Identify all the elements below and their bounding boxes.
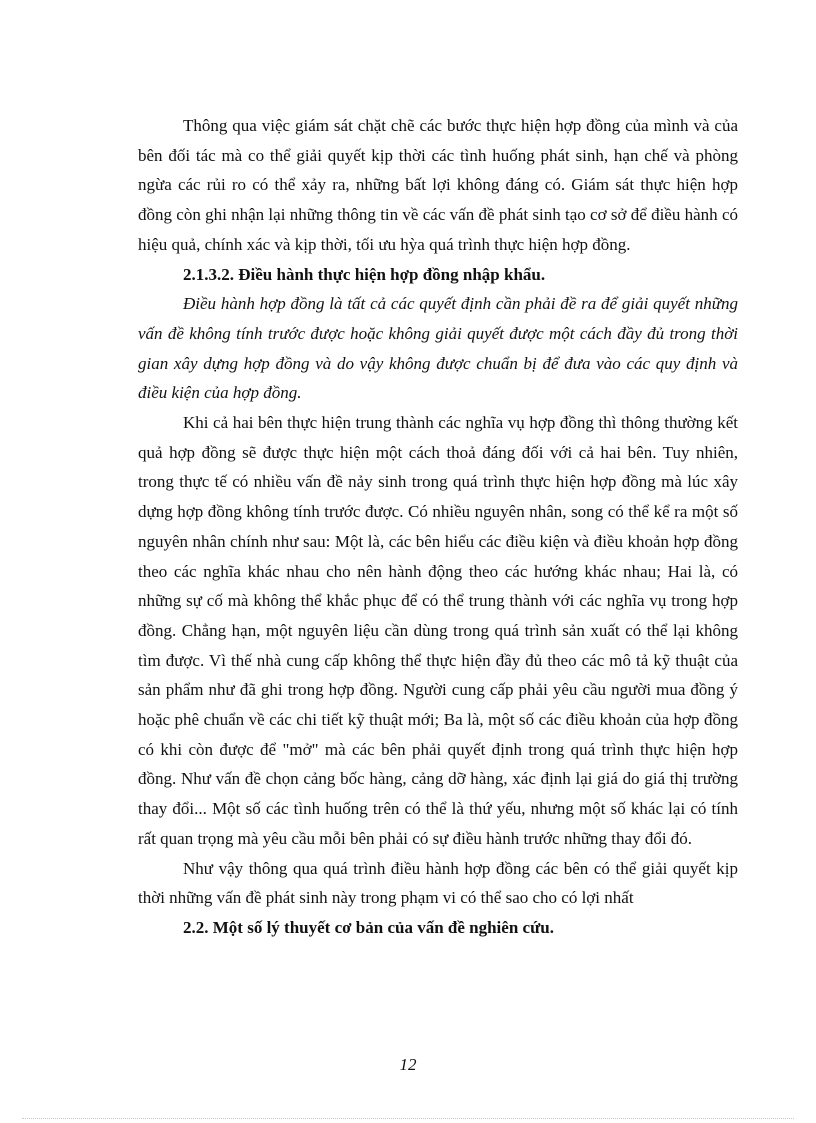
section-heading-contract-administration: 2.1.3.2. Điều hành thực hiện hợp đồng nhập khẩu. bbox=[183, 264, 546, 284]
paragraph-conclusion: Như vậy thông qua quá trình điều hành hợp đồng các bên có thể giải quyết kịp thời những vấn đề phát sinh này trong phạm vi có thể sao cho có lợi nhất bbox=[138, 858, 738, 908]
section-heading-theory: 2.2. Một số lý thuyết cơ bản của vấn đề nghiên cứu. bbox=[183, 917, 554, 937]
page-bottom-divider bbox=[22, 1118, 794, 1119]
page-number: 12 bbox=[399, 1055, 417, 1074]
paragraph-contract-monitoring: Thông qua việc giám sát chặt chẽ các bước thực hiện hợp đồng của mình và của bên đối tác mà co thể giải quyết kịp thời các tình huống phát sinh, hạn chế và phòng ngừa các rủi ro có thể xảy ra, những bất lợi không đáng có. Giám sát thực hiện hợp đồng còn ghi nhận lại những thông tin về các vấn đề phát sinh tạo cơ sở để điều hành có hiệu quả, chính xác và kịp thời, tối ưu hỳa quá trình thực hiện hợp đồng. bbox=[138, 116, 738, 254]
page-body bbox=[138, 111, 738, 943]
paragraph-definition: Điều hành hợp đồng là tất cả các quyết định cần phải đề ra để giải quyết những vấn đề không tính trước được hoặc không giải quyết được một cách đầy đủ trong thời gian xây dựng hợp đồng và do vậy không được chuẩn bị để đưa vào các quy định và điều kiện của hợp đồng. bbox=[138, 294, 738, 403]
paragraph-contract-issues: Khi cả hai bên thực hiện trung thành các nghĩa vụ hợp đồng thì thông thường kết quả hợp đồng sẽ được thực hiện một cách thoả đáng đối với cả hai bên. Tuy nhiên, trong thực tế có nhiều vấn đề nảy sinh trong quá trình thực hiện hợp đồng mà lúc xây dựng hợp đồng không tính trước được. Có nhiều nguyên nhân, song có thể kể ra một số nguyên nhân chính như sau: Một là, các bên hiểu các điều kiện và điều khoản hợp đồng theo các nghĩa khác nhau cho nên hành động theo các hướng khác nhau; Hai là, có những sự cố mà không thể khắc phục để có thể trung thành với các nghĩa vụ trong hợp đồng. Chẳng hạn, một nguyên liệu cần dùng trong quá trình sản xuất có thể lại không tìm được. Vì thế nhà cung cấp không thể thực hiện đầy đủ theo các mô tả kỹ thuật của sản phẩm như đã ghi trong hợp đồng. Người cung cấp phải yêu cầu người mua đồng ý hoặc phê chuẩn về các chi tiết kỹ thuật mới; Ba là, một số các điều khoản của hợp đồng có khi còn được để "mở" mà các bên phải quyết định trong quá trình thực hiện hợp đồng. Như vấn đề chọn cảng bốc hàng, cảng dỡ hàng, xác định lại giá do giá thị trường thay đổi... Một số các tình huống trên có thể là thứ yếu, nhưng một số khác lại có tính rất quan trọng mà yêu cầu mỗi bên phải có sự điều hành trước những thay đổi đó. bbox=[138, 413, 738, 848]
